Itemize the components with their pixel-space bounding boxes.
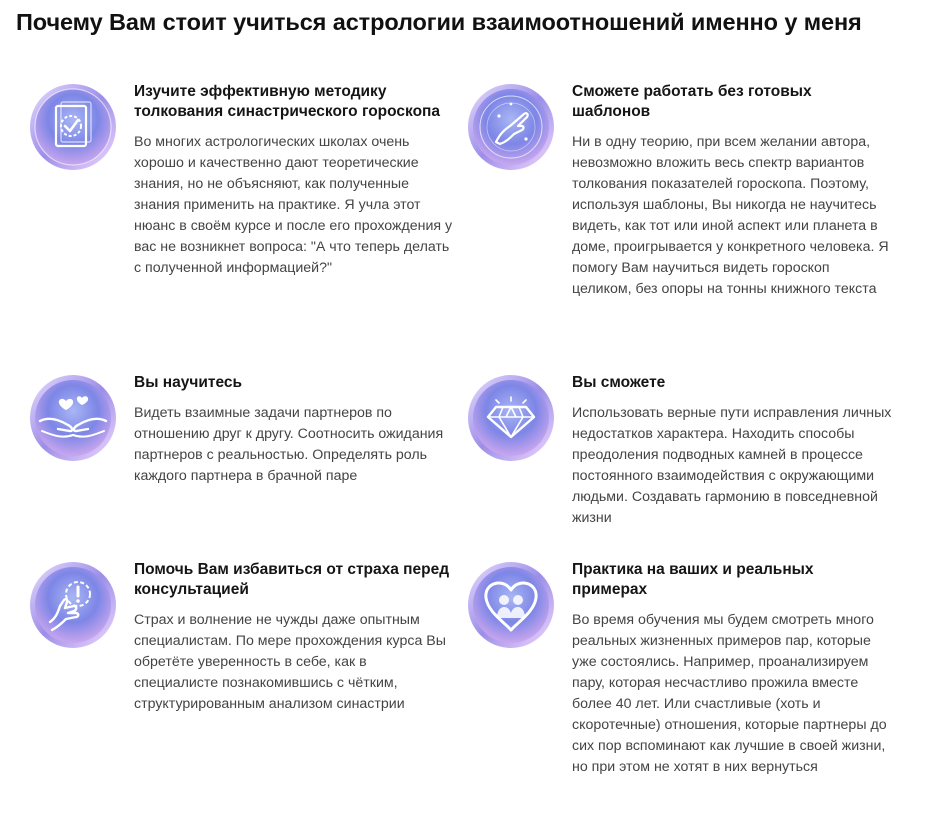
card-body: Использовать верные пути исправления личных недостатков характера. Находить способы преодоления подводных камней в процессе постоянного взаимодействия с окружающими людьми. Создавать гармонию в повседневной жизни — [572, 405, 892, 526]
diamond-icon — [466, 373, 556, 463]
hand-exclamation-icon — [28, 560, 118, 650]
card-title: Вы сможете — [572, 374, 666, 391]
card-body: Страх и волнение не чужды даже опытным специалистам. По мере прохождения курса Вы обретёте уверенность в себе, как в специалисте познакомившись с чётким, структурированным анализом синастрии — [134, 612, 446, 712]
card-title: Практика на ваших и реальных примерах — [572, 561, 814, 598]
card-body: Во многих астрологических школах очень хорошо и качественно дают теоретические знания, но не объясняют, как полученные знания применить на практике. Я учла этот нюанс в своём курсе и после его прохождения у вас не возникнет вопроса: "А что теперь делать с полученной информацией?" — [134, 134, 453, 276]
couple-heart-icon — [466, 560, 556, 650]
card-body: Видеть взаимные задачи партнеров по отношению друг к другу. Соотносить ожидания партнеров с реальностью. Определять роль каждого партнера в брачной паре — [134, 405, 444, 484]
page-title: Почему Вам стоит учиться астрологии взаимоотношений именно у меня — [16, 9, 862, 35]
card-title: Сможете работать без готовых шаблонов — [572, 83, 812, 120]
card-title: Вы научитесь — [134, 374, 243, 391]
card-title: Изучите эффективную методику толкования синастрического гороскопа — [134, 83, 441, 120]
card-title: Помочь Вам избавиться от страха перед консультацией — [134, 561, 450, 598]
hand-pointing-icon — [466, 82, 556, 172]
hands-hearts-icon — [28, 373, 118, 463]
checkmark-document-icon — [28, 82, 118, 172]
card-body: Во время обучения мы будем смотреть много реальных жизненных примеров пар, которые уже состоялись. Например, проанализируем пару, которая несчастливо прожила вместе более 40 лет. Или счастливые (хоть и скоротечные) отношения, которые партнеры до сих пор вспоминают как лучшие в своей жизни, но при этом не хотят в них вернуться — [572, 612, 887, 775]
card-body: Ни в одну теорию, при всем желании автора, невозможно вложить весь спектр вариантов толкования показателей гороскопа. Поэтому, используя шаблоны, Вы никогда не научитесь видеть, как тот или иной аспект или планета в доме, проигрывается у конкретного человека. Я помогу Вам научиться видеть гороскоп целиком, без опоры на тонны книжного текста — [572, 134, 889, 297]
